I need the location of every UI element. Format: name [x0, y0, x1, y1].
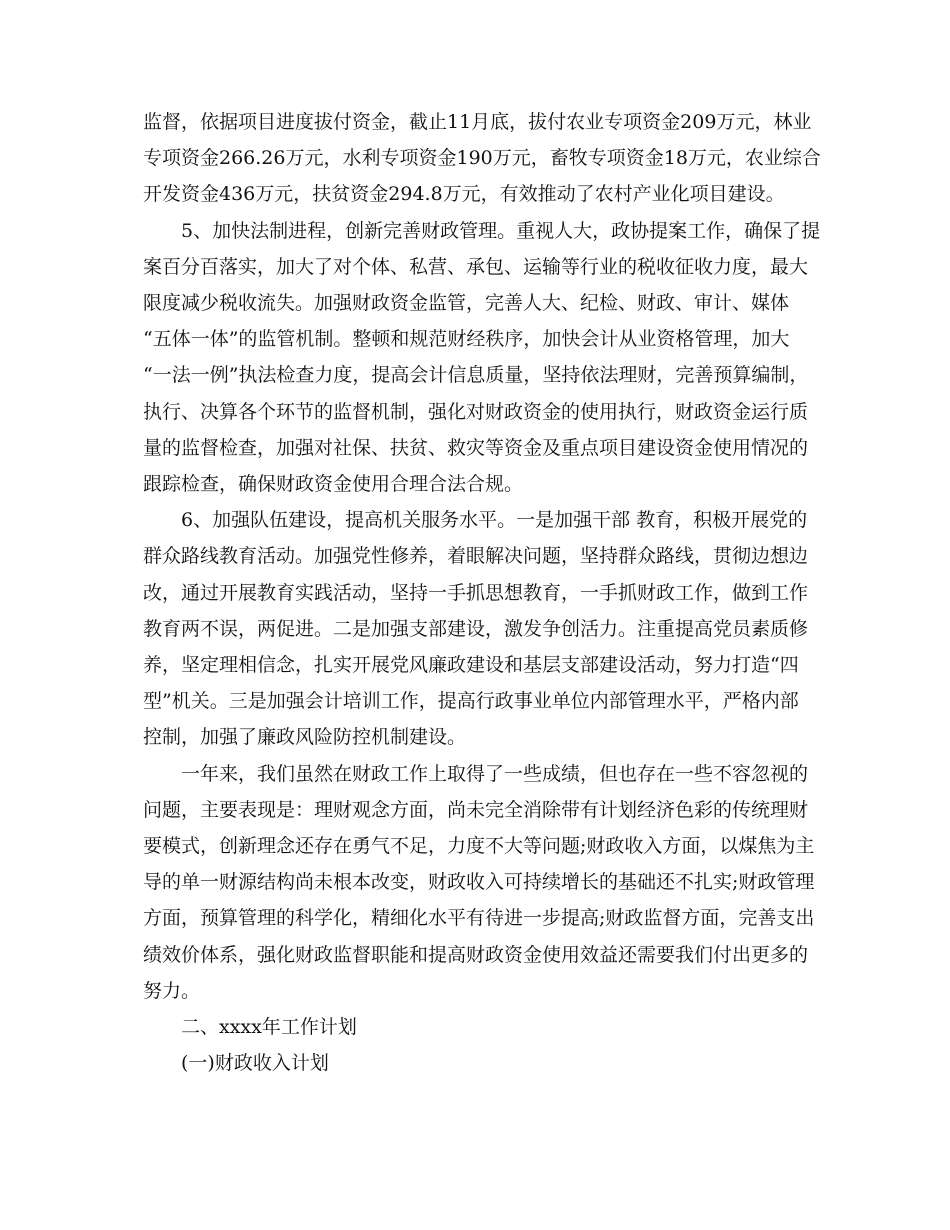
text-line: 控制，加强了廉政风险防控机制建设。 [143, 726, 467, 749]
text-line: 专项资金266.26万元，水利专项资金190万元，畜牧专项资金18万元，农业综合 [143, 147, 821, 170]
text-line: 开发资金436万元，扶贫资金294.8万元，有效推动了农村产业化项目建设。 [143, 183, 785, 206]
paragraph-problems [143, 756, 815, 1009]
paragraph-fund-allocation [143, 104, 821, 213]
text-line: 5、加快法制进程，创新完善财政管理。重视人大，政协提案工作，确保了提 [181, 219, 821, 242]
paragraph-team-building [143, 502, 808, 755]
text-line: 要模式，创新理念还存在勇气不足，力度不大等问题;财政收入方面，以煤焦为主 [143, 834, 815, 857]
text-line: 绩效价体系，强化财政监督职能和提高财政资金使用效益还需要我们付出更多的 [143, 943, 809, 966]
text-line: 跟踪检查，确保财政资金使用合理合法合规。 [143, 472, 524, 495]
text-line: 养，坚定理相信念，扎实开展党风廉政建设和基层支部建设活动，努力打造“四 [143, 653, 799, 676]
text-line: 一年来，我们虽然在财政工作上取得了一些成绩，但也存在一些不容忽视的 [181, 762, 809, 785]
text-line: 量的监督检查，加强对社保、扶贫、救灾等资金及重点项目建设资金使用情况的 [143, 436, 809, 459]
text-line: 执行、决算各个环节的监督机制，强化对财政资金的使用执行，财政资金运行质 [143, 400, 809, 423]
text-line: “五体一体”的监管机制。整顿和规范财经秩序，加快会计从业资格管理，加大 [143, 328, 790, 351]
text-line: 教育两不误，两促进。二是加强支部建设，激发争创活力。注重提高党员素质修 [143, 617, 809, 640]
text-line: 改，通过开展教育实践活动，坚持一手抓思想教育，一手抓财政工作，做到工作 [143, 581, 809, 604]
text-line: 群众路线教育活动。加强党性修养，着眼解决问题，坚持群众路线，贯彻边想边 [143, 545, 809, 568]
section-heading: 二、xxxx年工作计划 [181, 1016, 357, 1038]
text-line: 限度减少税收流失。加强财政资金监管，完善人大、纪检、财政、审计、媒体 [143, 291, 790, 314]
text-line: 6、加强队伍建设，提高机关服务水平。一是加强干部 教育，积极开展党的 [181, 509, 808, 532]
text-line: 问题，主要表现是：理财观念方面，尚未完全消除带有计划经济色彩的传统理财 [143, 798, 809, 821]
paragraph-legal-process [143, 213, 821, 503]
text-line: 努力。 [143, 979, 201, 1002]
text-line: 监督，依据项目进度拔付资金，截止11月底，拔付农业专项资金209万元，林业 [143, 111, 812, 133]
text-line: “一法一例”执法检查力度，提高会计信息质量，坚持依法理财，完善预算编制， [143, 364, 809, 387]
text-line: 型”机关。三是加强会计培训工作，提高行政事业单位内部管理水平，严格内部 [143, 690, 799, 713]
text-line: 案百分百落实，加大了对个体、私营、承包、运输等行业的税收征收力度，最大 [143, 255, 809, 278]
subsection-heading: (一)财政收入计划 [181, 1052, 329, 1075]
text-line: 导的单一财源结构尚未根本改变，财政收入可持续增长的基础还不扎实;财政管理 [143, 871, 815, 894]
text-line: 方面，预算管理的科学化，精细化水平有待进一步提高;财政监督方面，完善支出 [143, 907, 815, 930]
